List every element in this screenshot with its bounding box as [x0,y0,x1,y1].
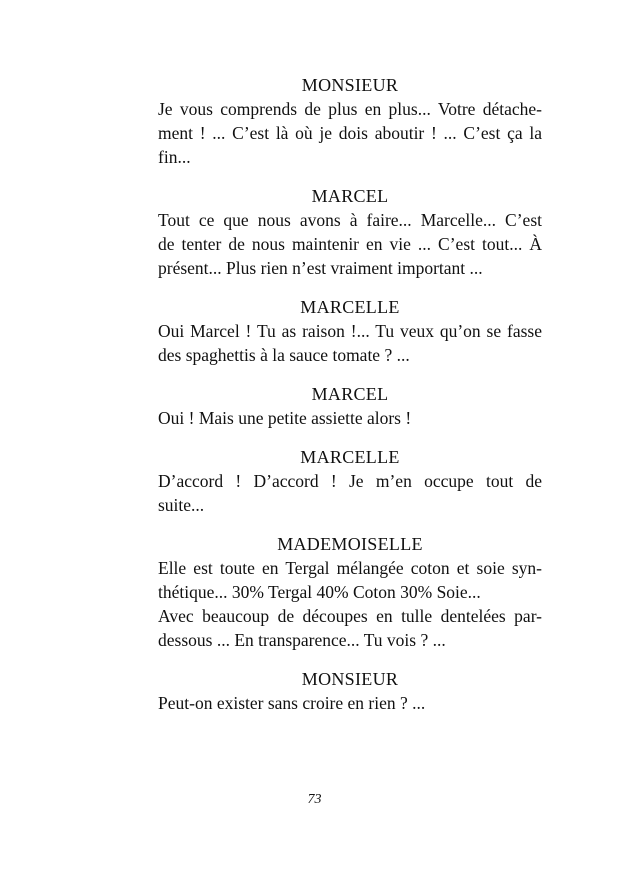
dialogue-block [158,184,542,280]
page-number: 73 [307,792,322,807]
speaker-name: MARCEL [311,186,389,206]
dialogue-line: Peut-on exister sans croire en rien ? ... [158,693,426,713]
dialogue-line: D’accord ! D’accord ! Je m’en occupe tout de [158,471,542,491]
dialogue-line: Oui ! Mais une petite assiette alors ! [158,408,412,428]
dialogue-block [158,667,542,715]
speaker-name: MONSIEUR [301,669,399,689]
dialogue-block [158,445,542,517]
dialogue-block [158,73,542,169]
dialogue-line: Avec beaucoup de découpes en tulle dentelées par- [158,606,542,626]
dialogue-block [158,532,542,652]
dialogue-line: Oui Marcel ! Tu as raison !... Tu veux qu’on se fasse [158,321,542,341]
dialogue-line: ment ! ... C’est là où je dois aboutir ! ... C’est ça la [158,123,542,143]
dialogue-line: dessous ... En transparence... Tu vois ? ... [158,630,446,650]
dialogue-page [158,73,542,730]
dialogue-line: présent... Plus rien n’est vraiment important ... [158,258,483,278]
dialogue-line: suite... [158,495,205,515]
dialogue-line: Tout ce que nous avons à faire... Marcelle... C’est [158,210,542,230]
dialogue-line: Elle est toute en Tergal mélangée coton et soie syn- [158,558,542,578]
dialogue-line: de tenter de nous maintenir en vie ... C’est tout... À [158,234,542,254]
speaker-name: MARCELLE [300,297,400,317]
speaker-name: MONSIEUR [301,75,399,95]
speaker-name: MADEMOISELLE [277,534,423,554]
speaker-name: MARCELLE [300,447,400,467]
dialogue-line: des spaghettis à la sauce tomate ? ... [158,345,410,365]
speaker-name: MARCEL [311,384,389,404]
dialogue-line: Je vous comprends de plus en plus... Votre détache- [158,99,542,119]
dialogue-block [158,295,542,367]
dialogue-line: fin... [158,147,191,167]
dialogue-line: thétique... 30% Tergal 40% Coton 30% Soie... [158,582,481,602]
dialogue-block [158,382,542,430]
